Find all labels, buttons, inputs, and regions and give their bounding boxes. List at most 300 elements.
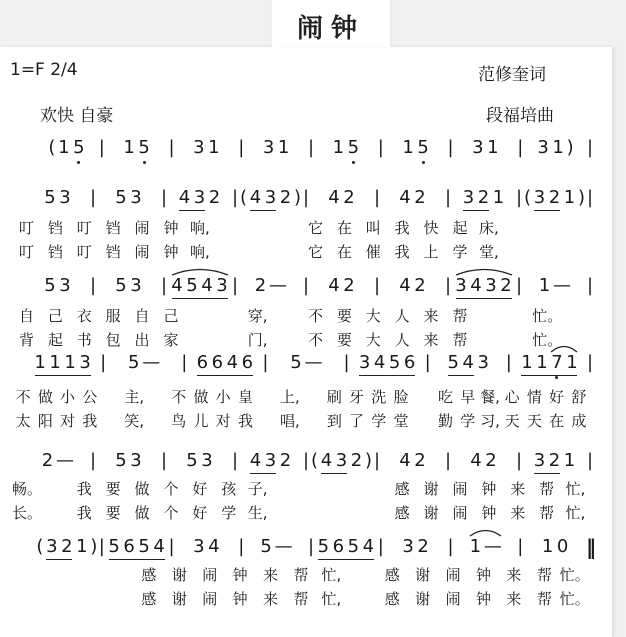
note: 3 (79, 352, 91, 373)
lyric-char: 忙, (565, 480, 586, 498)
note: 2 (477, 187, 490, 208)
note: 1 (58, 137, 70, 158)
lyric-char: 太 (15, 412, 31, 430)
note: 1 (332, 137, 345, 158)
lyric-char: 帮 (536, 566, 552, 584)
barline: | (238, 536, 245, 557)
lyric-char: 吃 (437, 388, 453, 406)
lyric-char: 要 (105, 480, 121, 498)
lyric-char: 钟 (163, 243, 179, 261)
barline: | (302, 187, 310, 208)
note: 5 (388, 352, 401, 373)
note: 5 (115, 275, 127, 296)
note: 4 (399, 275, 411, 296)
lyric-char: 床, (478, 219, 499, 237)
lyric-char: 舒 (571, 388, 587, 406)
lyric-char: 心 (504, 388, 520, 406)
lyric-char: 主, (124, 388, 145, 406)
note: 2 (417, 536, 429, 557)
note: 6 (403, 352, 416, 373)
dash: — (483, 536, 502, 557)
barline: | (160, 450, 168, 471)
lyric-char: 己 (163, 307, 179, 325)
note: 4 (249, 450, 262, 471)
note: 4 (362, 536, 375, 557)
lyric-char: 对 (60, 412, 76, 430)
lyric-char: 感 (384, 566, 400, 584)
note: 2 (414, 450, 426, 471)
bracket: ) (577, 187, 586, 208)
beam (463, 210, 489, 211)
low-dot (143, 161, 146, 164)
lyric-char: 在 (549, 412, 565, 430)
lyric-char: 个 (163, 504, 179, 522)
note: 2 (208, 187, 221, 208)
note: 4 (201, 275, 213, 296)
lyric-char: 己 (47, 307, 63, 325)
beam (521, 375, 577, 376)
lyric-char: 堂 (393, 412, 409, 430)
tie-arc (468, 527, 503, 537)
lyric-char: 情 (526, 388, 542, 406)
note: 1 (563, 187, 576, 208)
lyric-char: 谢 (423, 480, 439, 498)
note: 3 (533, 450, 546, 471)
note: 2 (548, 187, 561, 208)
lyric-char: 成 (571, 412, 587, 430)
note: 1 (566, 352, 578, 373)
note: 2 (61, 536, 73, 557)
lyric-char: 闹 (134, 219, 150, 237)
note: 5 (138, 137, 150, 158)
lyric-char: 忙。 (559, 566, 590, 584)
barline: | (307, 137, 315, 158)
tie-path (551, 347, 577, 353)
barline: | (377, 536, 384, 557)
lyric-char: 子, (247, 480, 268, 498)
dash: — (304, 352, 323, 373)
dash: — (142, 352, 161, 373)
lyric-char: 人 (394, 331, 410, 349)
note: 5 (44, 187, 56, 208)
lyric-char: 自 (18, 307, 34, 325)
note: 3 (59, 187, 71, 208)
barline: | (517, 536, 524, 557)
lyric-char: 门, (247, 331, 268, 349)
lyric-char: 闹 (445, 590, 461, 608)
note: 2 (279, 450, 292, 471)
barline: | (515, 450, 523, 471)
tie-arc (549, 343, 579, 353)
note: 1 (552, 137, 564, 158)
lyric-char: 好 (192, 504, 208, 522)
lyric-char: 帮 (536, 590, 552, 608)
lyric-char: 鸟 (171, 412, 187, 430)
note: 3 (262, 137, 275, 158)
expression-marking: 欢快 自豪 (40, 106, 114, 126)
beam (321, 473, 347, 474)
lyric-char: 感 (394, 480, 410, 498)
lyric-char: 我 (76, 504, 92, 522)
lyric-char: 来 (423, 307, 439, 325)
lyric-char: 大 (365, 331, 381, 349)
lyric-char: 响, (189, 219, 210, 237)
bracket: ( (310, 450, 319, 471)
lyric-char: 做 (193, 388, 209, 406)
lyric-char: 要 (336, 307, 352, 325)
barline: | (517, 137, 524, 158)
beam (46, 559, 72, 560)
note: 7 (551, 352, 563, 373)
lyric-char: 铛 (105, 219, 121, 237)
lyric-char: 出 (134, 331, 150, 349)
note: 6 (123, 536, 135, 557)
composer-credit: 段福培曲 (486, 106, 554, 126)
note: 4 (328, 187, 340, 208)
lyric-char: 勤 (437, 412, 453, 430)
lyric-char: 上 (423, 243, 439, 261)
lyric-char: 帮 (452, 331, 468, 349)
lyric-char: 帮 (539, 480, 555, 498)
note: 5 (347, 137, 360, 158)
beam (250, 473, 276, 474)
note: 3 (193, 536, 205, 557)
barline: | (586, 450, 594, 471)
lyric-char: 闹 (452, 480, 468, 498)
note: 1 (34, 352, 46, 373)
lyric-char: 钟 (481, 504, 497, 522)
note: 2 (343, 187, 355, 208)
lyric-char: 孩 (221, 480, 237, 498)
note: 3 (358, 352, 371, 373)
barline: | (181, 352, 188, 373)
lyric-char: 不 (307, 307, 323, 325)
barline: | (515, 187, 523, 208)
note: 5 (115, 187, 127, 208)
bracket: ( (239, 187, 248, 208)
note: 4 (208, 536, 220, 557)
note: 1 (402, 137, 414, 158)
barline: | (168, 536, 175, 557)
note: 4 (328, 275, 340, 296)
note: 1 (49, 352, 61, 373)
tie-arc (454, 266, 514, 276)
lyric-char: 小 (215, 388, 231, 406)
lyric-char: 儿 (193, 412, 209, 430)
note: 3 (264, 187, 277, 208)
beam (35, 375, 91, 376)
note: 3 (59, 275, 71, 296)
barline: | (377, 137, 384, 158)
lyric-char: 堂, (478, 243, 499, 261)
bracket: ) (364, 450, 373, 471)
note: 3 (201, 450, 213, 471)
beam (534, 473, 560, 474)
note: 1 (563, 450, 576, 471)
lyric-char: 包 (105, 331, 121, 349)
note: 3 (264, 450, 277, 471)
note: 5 (138, 536, 150, 557)
note: 2 (485, 450, 497, 471)
lyric-char: 它 (307, 243, 323, 261)
lyric-char: 书 (76, 331, 92, 349)
note: 4 (399, 187, 411, 208)
lyric-char: 牙 (349, 388, 365, 406)
barline: | (586, 187, 594, 208)
barline: | (515, 275, 523, 296)
lyric-char: 铛 (47, 243, 63, 261)
lyric-char: 早 (460, 388, 476, 406)
lyric-char: 对 (215, 412, 231, 430)
beam (109, 559, 165, 560)
lyric-char: 学 (460, 412, 476, 430)
note: 1 (538, 275, 551, 296)
lyric-char: 我 (394, 219, 410, 237)
lyric-char: 背 (18, 331, 34, 349)
note: 3 (130, 450, 142, 471)
lyric-char: 穿, (247, 307, 268, 325)
note: 3 (130, 275, 142, 296)
note: 1 (277, 137, 290, 158)
note: 6 (241, 352, 254, 373)
lyric-char: 铛 (47, 219, 63, 237)
lyric-char: 小 (60, 388, 76, 406)
lyric-char: 催 (365, 243, 381, 261)
barline: | (586, 275, 594, 296)
lyric-char: 习, (480, 412, 500, 430)
barline: | (160, 275, 168, 296)
note: 2 (414, 275, 426, 296)
lyric-char: 叫 (365, 219, 381, 237)
beam (456, 298, 512, 299)
beam (179, 210, 205, 211)
lyric-char: 谢 (415, 566, 431, 584)
note: 5 (73, 137, 85, 158)
lyric-char: 帮 (539, 504, 555, 522)
lyric-char: 皇 (237, 388, 253, 406)
lyric-char: 来 (506, 590, 522, 608)
beam (359, 375, 415, 376)
lyric-char: 好 (192, 480, 208, 498)
barline: | (98, 137, 105, 158)
lyric-char: 洗 (371, 388, 387, 406)
lyric-char: 来 (510, 504, 526, 522)
lyric-char: 叮 (76, 219, 92, 237)
note: 0 (556, 536, 569, 557)
lyric-char: 到 (326, 412, 342, 430)
note: 4 (470, 275, 482, 296)
note: 5 (186, 450, 198, 471)
lyric-char: 自 (134, 307, 150, 325)
lyric-char: 闹 (134, 243, 150, 261)
barline: | (100, 352, 107, 373)
song-title: 闹钟 (296, 14, 365, 44)
lyric-char: 来 (510, 480, 526, 498)
lyric-char: 上, (279, 388, 300, 406)
note: 3 (462, 187, 475, 208)
lyric-char: 我 (76, 480, 92, 498)
lyric-char: 我 (82, 412, 98, 430)
bracket: ) (293, 187, 302, 208)
lyric-char: 钟 (232, 566, 248, 584)
lyric-char: 来 (506, 566, 522, 584)
key-time-signature: 1=F 2/4 (10, 60, 78, 80)
lyric-char: 来 (423, 331, 439, 349)
note: 5 (317, 536, 330, 557)
note: 3 (335, 450, 348, 471)
lyric-char: 帮 (293, 566, 309, 584)
barline: | (586, 352, 594, 373)
tie-arc (170, 266, 230, 276)
lyric-char: 衣 (76, 307, 92, 325)
note: 1 (492, 187, 505, 208)
note: 1 (541, 536, 554, 557)
lyric-char: 谢 (171, 566, 187, 584)
note: 6 (196, 352, 209, 373)
beam (318, 559, 374, 560)
lyric-char: 我 (237, 412, 253, 430)
lyric-char: 要 (336, 331, 352, 349)
dash: — (56, 450, 74, 471)
beam (172, 298, 228, 299)
note: 1 (487, 137, 499, 158)
note: 4 (373, 352, 386, 373)
bracket: ) (566, 137, 574, 158)
lyric-char: 在 (336, 219, 352, 237)
lyric-char: 钟 (232, 590, 248, 608)
barline: | (424, 352, 431, 373)
barline: | (238, 137, 245, 158)
barline: | (89, 275, 97, 296)
lyric-char: 感 (384, 590, 400, 608)
bracket: ( (36, 536, 44, 557)
beam (534, 210, 560, 211)
barline: | (98, 536, 105, 557)
barline: | (586, 137, 594, 158)
barline: | (231, 275, 239, 296)
low-dot (352, 161, 355, 164)
note: 3 (537, 137, 549, 158)
note: 5 (290, 352, 302, 373)
note: 2 (500, 275, 512, 296)
lyric-char: 叮 (76, 243, 92, 261)
note: 3 (533, 187, 546, 208)
lyric-char: 它 (307, 219, 323, 237)
note: 4 (470, 450, 482, 471)
barline: | (444, 187, 452, 208)
barline: | (444, 450, 452, 471)
lyric-char: 畅。 (12, 480, 43, 498)
note: 6 (332, 536, 345, 557)
lyric-char: 服 (105, 307, 121, 325)
note: 5 (447, 352, 459, 373)
lyric-char: 来 (263, 566, 279, 584)
note: 3 (485, 275, 497, 296)
bracket: ( (48, 137, 56, 158)
beam (448, 375, 474, 376)
note: 3 (455, 275, 467, 296)
barline: | (302, 450, 310, 471)
note: 4 (178, 187, 191, 208)
barline: | (373, 450, 381, 471)
lyric-char: 钟 (481, 480, 497, 498)
lyric-char: 感 (141, 566, 157, 584)
lyric-char: 起 (452, 219, 468, 237)
dash: — (553, 275, 571, 296)
note: 4 (171, 275, 183, 296)
note: 3 (46, 536, 58, 557)
note: 5 (186, 275, 198, 296)
lyric-char: 谢 (171, 590, 187, 608)
barline: | (302, 275, 310, 296)
lyric-char: 唱, (279, 412, 300, 430)
note: 2 (414, 187, 426, 208)
barline: | (447, 137, 454, 158)
note: 4 (399, 450, 411, 471)
lyric-char: 做 (134, 480, 150, 498)
lyric-char: 钟 (476, 566, 492, 584)
lyric-char: 来 (263, 590, 279, 608)
note: 1 (208, 137, 220, 158)
barline: | (168, 137, 175, 158)
note: 1 (76, 536, 88, 557)
lyric-char: 闹 (445, 566, 461, 584)
note: 5 (260, 536, 272, 557)
lyric-char: 帮 (293, 590, 309, 608)
lyric-char: 起 (47, 331, 63, 349)
lyric-char: 天 (526, 412, 542, 430)
lyric-char: 谢 (415, 590, 431, 608)
lyric-char: 闹 (452, 504, 468, 522)
lyric-char: 铛 (105, 243, 121, 261)
lyric-char: 不 (307, 331, 323, 349)
low-dot (422, 161, 425, 164)
barline: | (505, 352, 512, 373)
dash: — (274, 536, 293, 557)
lyric-char: 生, (247, 504, 268, 522)
lyric-char: 忙。 (532, 331, 563, 349)
barline: | (231, 450, 239, 471)
lyric-char: 钟 (163, 219, 179, 237)
lyric-char: 钟 (476, 590, 492, 608)
lyric-char: 学 (452, 243, 468, 261)
barline: | (373, 275, 381, 296)
tie-path (456, 270, 512, 276)
lyric-char: 谢 (423, 504, 439, 522)
note: 5 (115, 450, 127, 471)
note: 3 (193, 187, 206, 208)
lyric-char: 叮 (18, 243, 34, 261)
lyric-char: 忙。 (559, 590, 590, 608)
note: 3 (402, 536, 414, 557)
tie-path (172, 270, 228, 276)
barline: ‖ (586, 535, 596, 559)
lyric-char: 做 (37, 388, 53, 406)
note: 1 (64, 352, 76, 373)
note: 1 (123, 137, 135, 158)
lyric-char: 天 (504, 412, 520, 430)
lyric-char: 学 (371, 412, 387, 430)
note: 2 (548, 450, 561, 471)
note: 2 (343, 275, 355, 296)
note: 4 (153, 536, 165, 557)
lyric-char: 长。 (12, 504, 43, 522)
lyric-char: 忙。 (532, 307, 563, 325)
barline: | (89, 187, 97, 208)
lyric-char: 做 (134, 504, 150, 522)
note: 4 (249, 187, 262, 208)
lyric-char: 闹 (202, 566, 218, 584)
